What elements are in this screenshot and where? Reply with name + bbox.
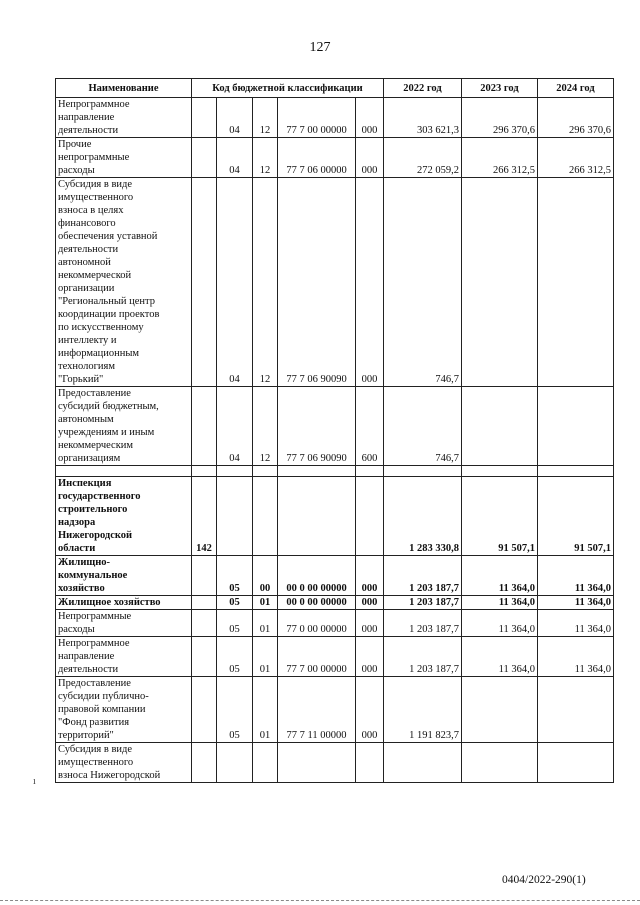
row-2022-cell: 746,7 [384,387,462,466]
row-name-cell [56,466,192,477]
row-expense-type-cell: 000 [356,556,384,596]
row-target-article-cell: 77 7 06 90090 [278,387,356,466]
row-expense-type-cell: 600 [356,387,384,466]
row-ved-cell [192,556,217,596]
document-code: 0404/2022-290(1) [502,874,586,886]
row-2023-cell [462,677,538,743]
row-section-cell [217,477,253,556]
table-row [56,556,614,596]
row-ved-cell [192,596,217,610]
row-subsection-cell [253,466,278,477]
header-budget-code: Код бюджетной классификации [192,79,384,98]
row-subsection-cell: 12 [253,178,278,387]
row-2024-cell: 266 312,5 [538,138,614,178]
row-expense-type-cell: 000 [356,596,384,610]
row-2022-cell: 1 203 187,7 [384,637,462,677]
row-ved-cell [192,610,217,637]
row-target-article-cell: 77 7 11 00000 [278,677,356,743]
page-number: 127 [309,40,331,55]
row-subsection-cell: 01 [253,637,278,677]
row-2024-cell [538,466,614,477]
row-section-cell: 05 [217,637,253,677]
row-name-cell: Субсидия в виде имущественного взноса в целях финансового обеспечения уставной деятельности автономной некоммерческой организации "Региональный центр координации проектов по искусственному интеллекту и информационным технологиям "Горький" [56,178,192,387]
row-ved-cell [192,138,217,178]
row-2024-cell [538,387,614,466]
row-2024-cell: 11 364,0 [538,637,614,677]
row-2024-cell: 296 370,6 [538,98,614,138]
row-section-cell: 05 [217,556,253,596]
row-name-cell: Непрограммные расходы [56,610,192,637]
row-expense-type-cell [356,743,384,783]
row-2023-cell: 11 364,0 [462,596,538,610]
row-name-cell: Субсидия в виде имущественного взноса Нижегородской [56,743,192,783]
row-target-article-cell: 77 7 06 90090 [278,178,356,387]
page-edge-rule [0,900,640,901]
row-name-cell: Непрограммное направление деятельности [56,98,192,138]
table-row [56,610,614,637]
row-2022-cell [384,466,462,477]
row-target-article-cell: 00 0 00 00000 [278,556,356,596]
table-row [56,466,614,477]
table-row [56,743,614,783]
header-name: Наименование [56,79,192,98]
row-expense-type-cell [356,466,384,477]
table-row [56,477,614,556]
row-ved-cell [192,637,217,677]
row-2022-cell: 1 203 187,7 [384,610,462,637]
row-target-article-cell: 77 7 06 00000 [278,138,356,178]
row-expense-type-cell: 000 [356,138,384,178]
row-ved-cell [192,677,217,743]
row-section-cell: 05 [217,610,253,637]
row-2022-cell: 1 203 187,7 [384,596,462,610]
row-section-cell: 05 [217,596,253,610]
row-subsection-cell [253,477,278,556]
row-subsection-cell: 01 [253,610,278,637]
row-2022-cell: 746,7 [384,178,462,387]
row-2022-cell: 272 059,2 [384,138,462,178]
row-2024-cell: 11 364,0 [538,556,614,596]
row-section-cell [217,743,253,783]
row-ved-cell [192,178,217,387]
row-subsection-cell: 01 [253,596,278,610]
row-2024-cell: 91 507,1 [538,477,614,556]
row-name-cell: Жилищное хозяйство [56,596,192,610]
header-2024: 2024 год [538,79,614,98]
row-2024-cell [538,178,614,387]
row-name-cell: Непрограммное направление деятельности [56,637,192,677]
row-expense-type-cell: 000 [356,98,384,138]
row-subsection-cell: 12 [253,138,278,178]
scan-mark: ı [33,776,36,787]
row-target-article-cell: 00 0 00 00000 [278,596,356,610]
table-row [56,637,614,677]
row-section-cell: 04 [217,98,253,138]
row-2023-cell [462,743,538,783]
table-row [56,178,614,387]
row-2023-cell: 11 364,0 [462,610,538,637]
row-target-article-cell [278,743,356,783]
table-row [56,596,614,610]
row-2024-cell: 11 364,0 [538,596,614,610]
row-ved-cell [192,743,217,783]
row-target-article-cell [278,477,356,556]
row-expense-type-cell: 000 [356,178,384,387]
row-name-cell: Предоставление субсидий бюджетным, автономным учреждениям и иным некоммерческим организациям [56,387,192,466]
row-2023-cell [462,387,538,466]
row-name-cell: Прочие непрограммные расходы [56,138,192,178]
row-subsection-cell: 01 [253,677,278,743]
row-expense-type-cell: 000 [356,637,384,677]
row-target-article-cell [278,466,356,477]
row-2024-cell: 11 364,0 [538,610,614,637]
row-subsection-cell: 12 [253,387,278,466]
row-name-cell: Инспекция государственного строительного надзора Нижегородской области [56,477,192,556]
row-subsection-cell: 12 [253,98,278,138]
row-name-cell: Жилищно- коммунальное хозяйство [56,556,192,596]
row-subsection-cell: 00 [253,556,278,596]
row-name-cell: Предоставление субсидии публично- правовой компании "Фонд развития территорий" [56,677,192,743]
row-2024-cell [538,743,614,783]
row-section-cell [217,466,253,477]
table-row [56,138,614,178]
row-subsection-cell [253,743,278,783]
row-2023-cell: 91 507,1 [462,477,538,556]
row-ved-cell [192,387,217,466]
row-2023-cell: 296 370,6 [462,98,538,138]
row-2023-cell: 11 364,0 [462,637,538,677]
row-2022-cell: 1 191 823,7 [384,677,462,743]
row-2023-cell: 11 364,0 [462,556,538,596]
row-target-article-cell: 77 7 00 00000 [278,98,356,138]
row-expense-type-cell: 000 [356,610,384,637]
row-2022-cell: 303 621,3 [384,98,462,138]
row-target-article-cell: 77 0 00 00000 [278,610,356,637]
row-section-cell: 04 [217,387,253,466]
row-2023-cell [462,178,538,387]
table-header-row [56,79,614,98]
budget-table [55,78,614,783]
row-2022-cell [384,743,462,783]
row-2022-cell: 1 283 330,8 [384,477,462,556]
table-row [56,387,614,466]
row-2022-cell: 1 203 187,7 [384,556,462,596]
table-row [56,98,614,138]
row-section-cell: 04 [217,178,253,387]
row-expense-type-cell [356,477,384,556]
header-2022: 2022 год [384,79,462,98]
table-row [56,677,614,743]
row-expense-type-cell: 000 [356,677,384,743]
row-2023-cell: 266 312,5 [462,138,538,178]
row-2024-cell [538,677,614,743]
row-ved-cell: 142 [192,477,217,556]
row-section-cell: 04 [217,138,253,178]
row-ved-cell [192,466,217,477]
row-ved-cell [192,98,217,138]
row-section-cell: 05 [217,677,253,743]
row-2023-cell [462,466,538,477]
row-target-article-cell: 77 7 00 00000 [278,637,356,677]
header-2023: 2023 год [462,79,538,98]
